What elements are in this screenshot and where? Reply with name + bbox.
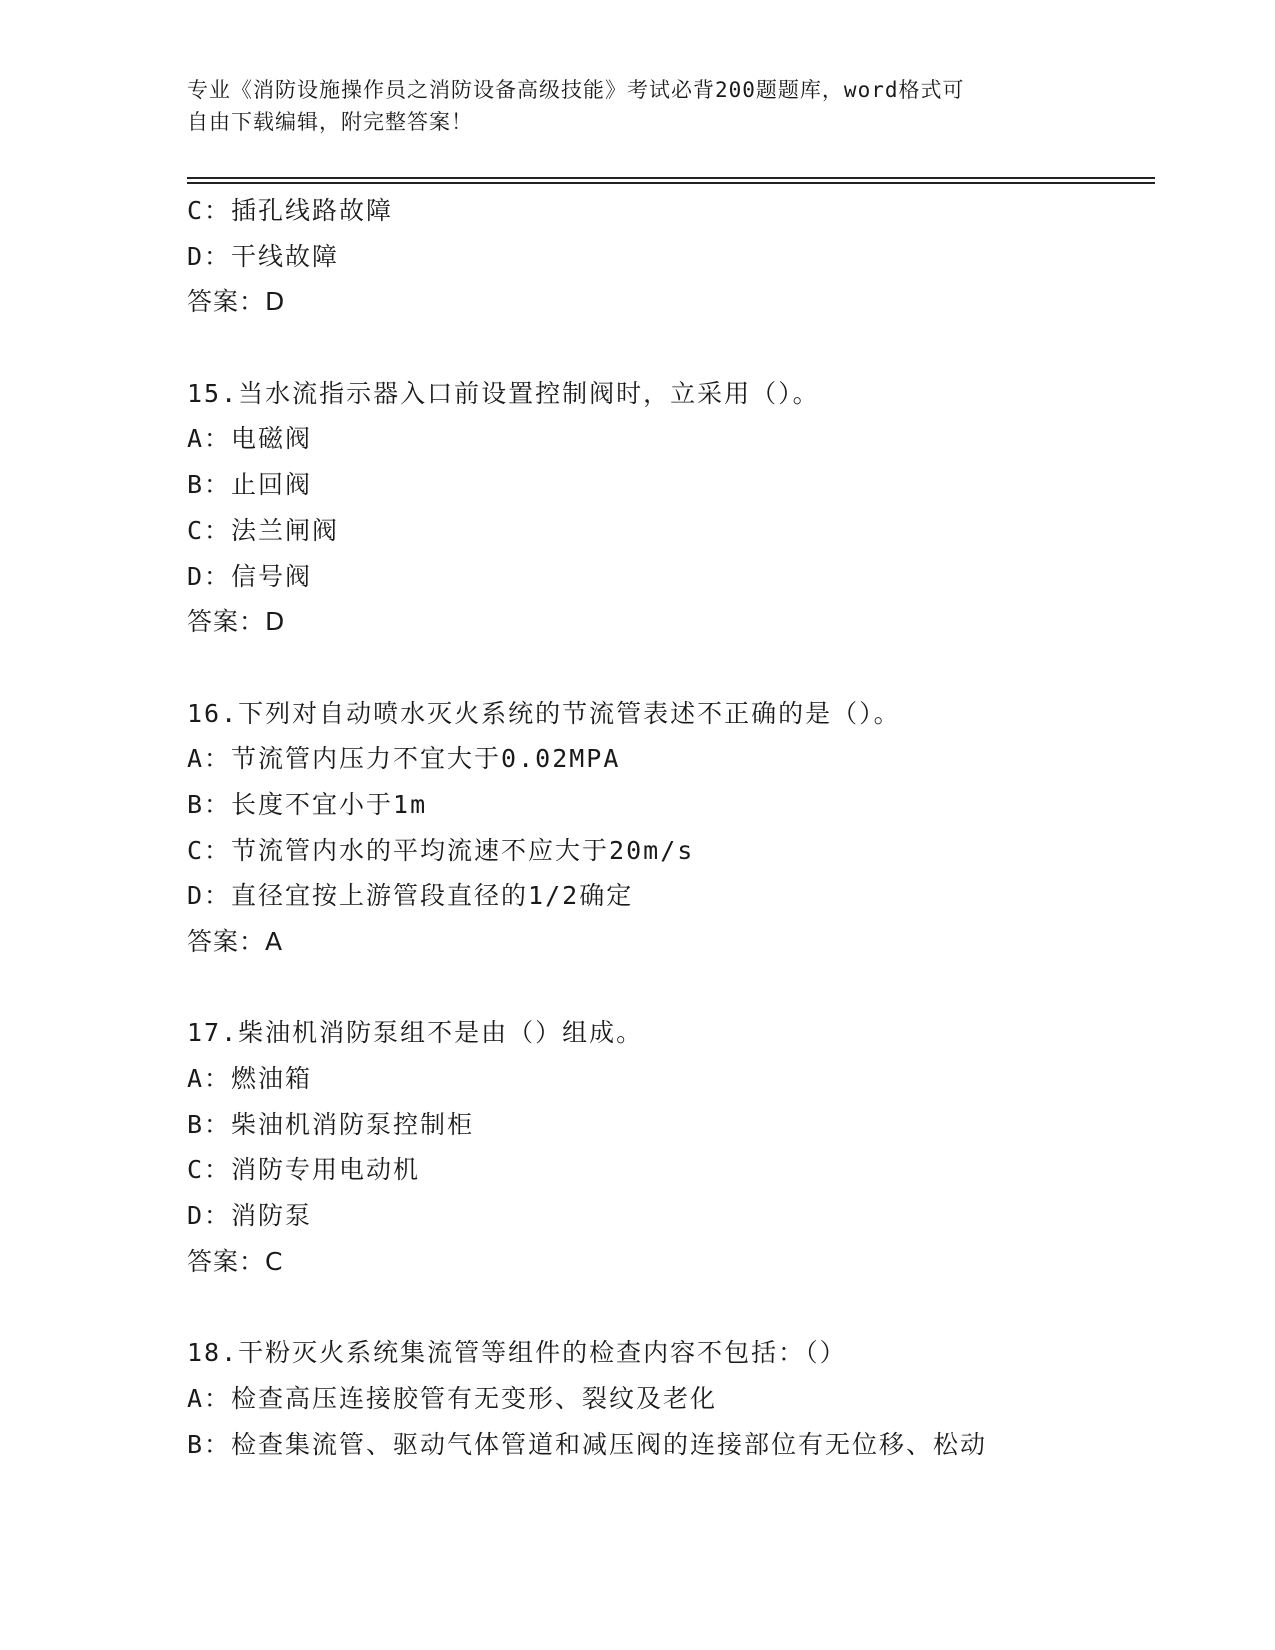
document-header [187, 74, 1067, 138]
answer-line: 答案：D [187, 287, 286, 317]
question-15 [187, 371, 1155, 645]
spacer [187, 1285, 1155, 1331]
option-d: D：干线故障 [187, 241, 340, 271]
option-a: A：电磁阀 [187, 424, 313, 454]
option-c: C：消防专用电动机 [187, 1155, 421, 1185]
option-d: D：直径宜按上游管段直径的1/2确定 [187, 881, 634, 911]
question-18 [187, 1330, 1155, 1467]
option-c: C：法兰闸阀 [187, 515, 340, 545]
option-b: B：检查集流管、驱动气体管道和减压阀的连接部位有无位移、松动 [187, 1429, 988, 1459]
option-c: C：节流管内水的平均流速不应大于20m/s [187, 835, 695, 865]
spacer [187, 965, 1155, 1011]
option-d: D：信号阀 [187, 561, 313, 591]
option-a: A：节流管内压力不宜大于0.02MPA [187, 744, 621, 774]
spacer [187, 325, 1155, 371]
option-d: D：消防泵 [187, 1201, 313, 1231]
answer-line: 答案：C [187, 1246, 284, 1276]
option-b: B：柴油机消防泵控制柜 [187, 1109, 475, 1139]
question-stem: 16.下列对自动喷水灭火系统的节流管表述不正确的是（）。 [187, 698, 901, 728]
answer-line: 答案：D [187, 607, 286, 637]
header-rule-bottom [187, 182, 1155, 184]
question-fragment [187, 188, 1155, 325]
option-b: B：长度不宜小于1m [187, 789, 428, 819]
question-stem: 18.干粉灭火系统集流管等组件的检查内容不包括：（） [187, 1338, 847, 1368]
option-a: A：燃油箱 [187, 1064, 313, 1094]
option-b: B：止回阀 [187, 470, 313, 500]
question-stem: 17.柴油机消防泵组不是由（）组成。 [187, 1018, 644, 1048]
header-line-2: 自由下载编辑，附完整答案！ [187, 110, 473, 134]
option-a: A：检查高压连接胶管有无变形、裂纹及老化 [187, 1383, 718, 1413]
question-list [187, 188, 1155, 1467]
question-stem: 15.当水流指示器入口前设置控制阀时，立采用（）。 [187, 378, 820, 408]
spacer [187, 645, 1155, 691]
header-rule-top [187, 177, 1155, 179]
question-16 [187, 691, 1155, 965]
answer-line: 答案：A [187, 927, 284, 956]
option-c: C：插孔线路故障 [187, 196, 394, 225]
question-17 [187, 1010, 1155, 1284]
header-line-1: 专业《消防设施操作员之消防设备高级技能》考试必背200题题库，word格式可 [187, 78, 965, 102]
